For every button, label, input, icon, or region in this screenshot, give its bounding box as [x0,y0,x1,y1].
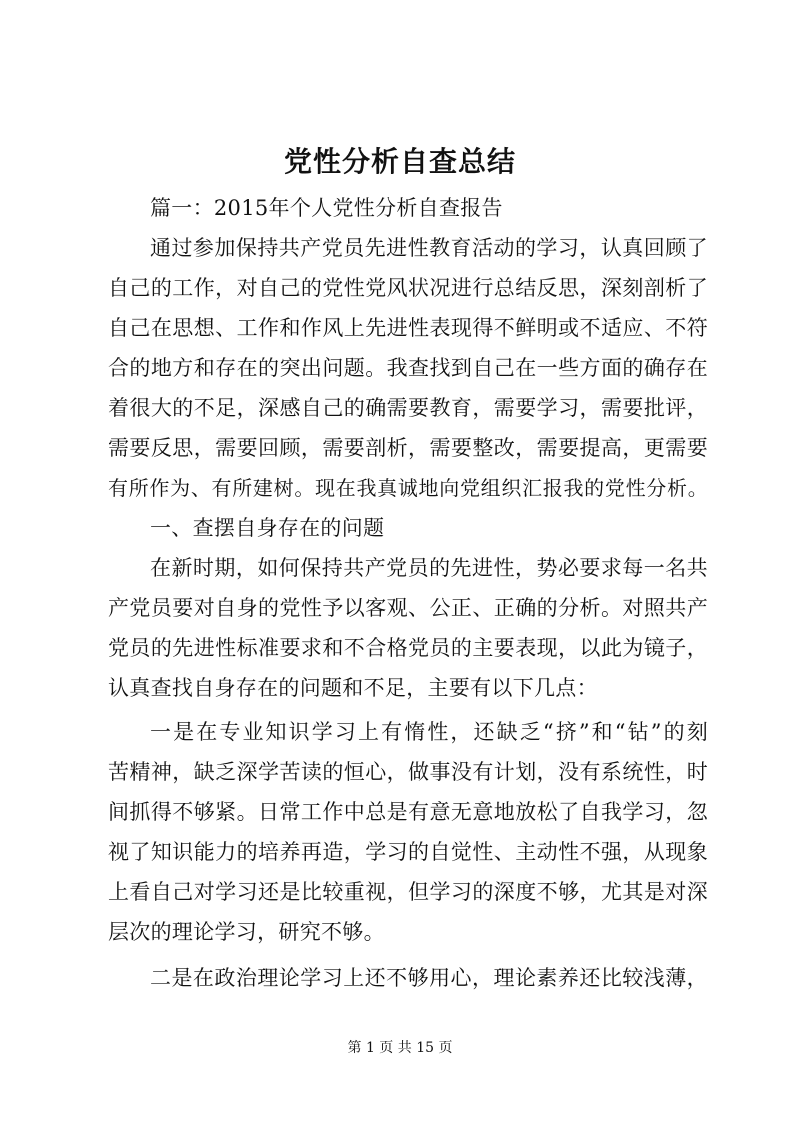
paragraph-line: 自己的工作，对自己的党性党风状况进行总结反思，深刻剖析了 [108,276,708,300]
paragraph-line: 一是在专业知识学习上有惰性，还缺乏“挤”和“钻”的刻 [150,720,708,744]
paragraph-line: 认真查找自身存在的问题和不足，主要有以下几点： [108,676,598,700]
paragraph-line: 通过参加保持共产党员先进性教育活动的学习，认真回顾了 [150,236,708,260]
paragraph-line: 合的地方和存在的突出问题。我查找到自己在一些方面的确存在 [108,356,708,380]
paragraph-line: 苦精神，缺乏深学苦读的恒心，做事没有计划，没有系统性，时 [108,760,708,784]
section-subheading: 一、查摆自身存在的问题 [150,516,385,540]
page-footer: 第 1 页 共 15 页 [347,1040,453,1056]
document-title: 党性分析自查总结 [283,145,516,178]
paragraph-line: 着很大的不足，深感自己的确需要教育，需要学习，需要批评， [108,396,708,420]
paragraph-line: 有所作为、有所建树。现在我真诚地向党组织汇报我的党性分析。 [108,476,708,500]
paragraph-line: 产党员要对自身的党性予以客观、公正、正确的分析。对照共产 [108,596,708,620]
paragraph-line: 需要反思，需要回顾，需要剖析，需要整改，需要提高，更需要 [108,436,708,460]
section-heading: 篇一：2015年个人党性分析自查报告 [150,196,503,220]
paragraph-line: 在新时期，如何保持共产党员的先进性，势必要求每一名共 [150,556,708,580]
paragraph-line: 视了知识能力的培养再造，学习的自觉性、主动性不强，从现象 [108,840,708,864]
paragraph-line: 自己在思想、工作和作风上先进性表现得不鲜明或不适应、不符 [108,316,708,340]
paragraph-line: 层次的理论学习，研究不够。 [108,920,385,944]
paragraph-line: 上看自己对学习还是比较重视，但学习的深度不够，尤其是对深 [108,880,708,904]
paragraph-line: 二是在政治理论学习上还不够用心，理论素养还比较浅薄， [150,966,708,990]
paragraph-line: 间抓得不够紧。日常工作中总是有意无意地放松了自我学习，忽 [108,800,708,824]
paragraph-line: 党员的先进性标准要求和不合格党员的主要表现，以此为镜子， [108,636,708,660]
